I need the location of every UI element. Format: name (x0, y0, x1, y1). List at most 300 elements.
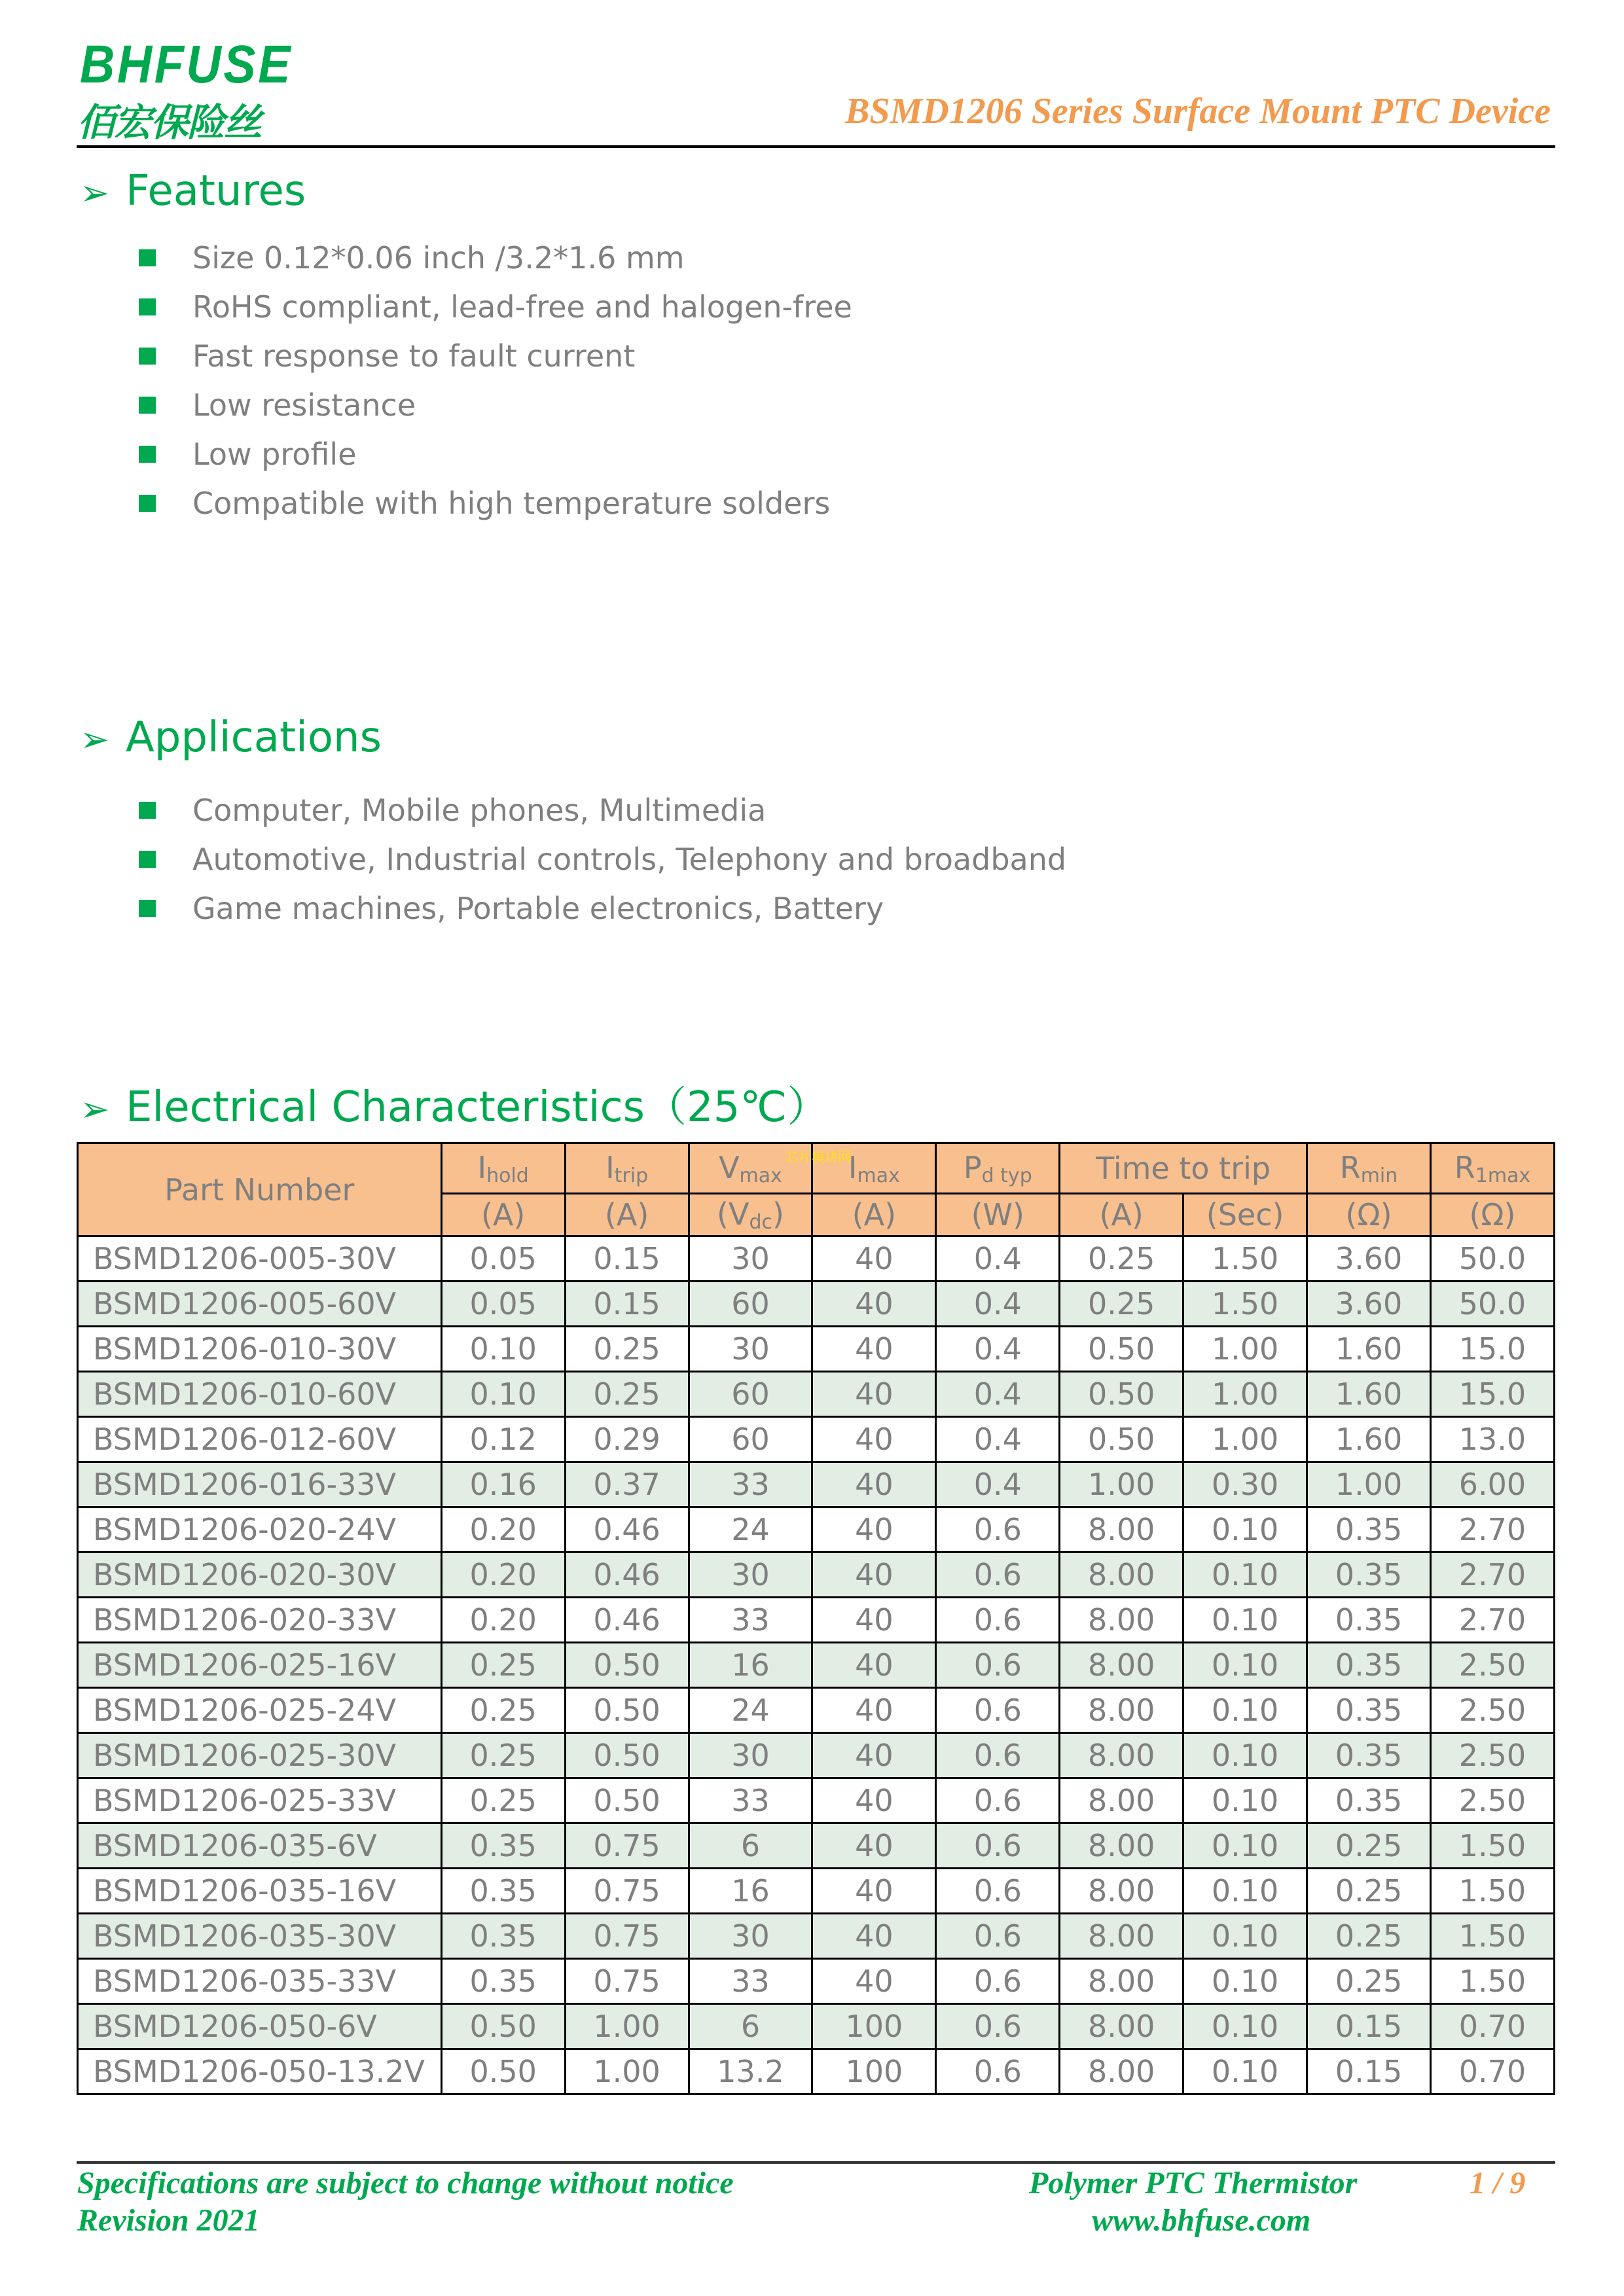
header-label: Time to trip (1096, 1151, 1271, 1186)
header-label: (A) (481, 1197, 526, 1232)
column-unit (936, 1194, 1060, 1236)
value-cell: 0.6 (936, 2049, 1060, 2094)
value-cell: 40 (812, 1417, 936, 1462)
electrical-characteristics-table (77, 1142, 1555, 2095)
value-cell: 0.35 (1307, 1688, 1431, 1733)
value-cell: 1.50 (1430, 1914, 1554, 1959)
header-subscript: hold (486, 1164, 529, 1187)
value-cell: 40 (812, 1778, 936, 1823)
footer-notice: Specifications are subject to change without notice (77, 2166, 734, 2200)
column-unit (1183, 1194, 1307, 1236)
column-header (1307, 1143, 1431, 1194)
value-cell: 30 (689, 1327, 812, 1372)
value-cell: 33 (689, 1598, 812, 1643)
features-heading-text: Features (126, 167, 306, 215)
part-number-cell: BSMD1206-012-60V (78, 1417, 442, 1462)
value-cell: 0.20 (441, 1598, 565, 1643)
value-cell: 0.35 (1307, 1507, 1431, 1552)
header-subscript: max (857, 1164, 900, 1187)
header-label: (Ω) (1469, 1197, 1516, 1232)
value-cell: 33 (689, 1959, 812, 2004)
value-cell: 0.75 (565, 1869, 689, 1914)
value-cell: 60 (689, 1417, 812, 1462)
value-cell: 0.50 (1060, 1372, 1183, 1417)
value-cell: 0.25 (1307, 1869, 1431, 1914)
header-label: P (963, 1149, 982, 1185)
value-cell: 0.30 (1183, 1462, 1307, 1507)
part-number-cell: BSMD1206-020-30V (78, 1552, 442, 1598)
logo-chinese: 佰宏保险丝 (77, 100, 261, 145)
value-cell: 2.50 (1430, 1688, 1554, 1733)
square-bullet-icon (139, 348, 156, 365)
value-cell: 1.00 (565, 2049, 689, 2094)
value-cell: 24 (689, 1688, 812, 1733)
value-cell: 0.10 (1183, 1869, 1307, 1914)
value-cell: 0.6 (936, 1688, 1060, 1733)
value-cell: 0.4 (936, 1282, 1060, 1327)
column-unit (1430, 1194, 1554, 1236)
column-header (441, 1143, 565, 1194)
value-cell: 0.50 (565, 1733, 689, 1778)
table-row (78, 1327, 1555, 1372)
value-cell: 0.75 (565, 1959, 689, 2004)
value-cell: 30 (689, 1914, 812, 1959)
header-label: (Sec) (1206, 1197, 1284, 1232)
value-cell: 0.4 (936, 1462, 1060, 1507)
column-header (1060, 1143, 1307, 1194)
value-cell: 1.50 (1183, 1236, 1307, 1282)
table-row (78, 1643, 1555, 1688)
value-cell: 0.16 (441, 1462, 565, 1507)
part-number-cell: BSMD1206-020-33V (78, 1598, 442, 1643)
list-item-text: Size 0.12*0.06 inch /3.2*1.6 mm (192, 240, 685, 276)
list-item (139, 785, 1066, 834)
value-cell: 0.10 (1183, 2049, 1307, 2094)
part-number-cell: BSMD1206-025-24V (78, 1688, 442, 1733)
value-cell: 2.50 (1430, 1643, 1554, 1688)
value-cell: 40 (812, 1869, 936, 1914)
value-cell: 2.70 (1430, 1598, 1554, 1643)
value-cell: 100 (812, 2049, 936, 2094)
value-cell: 30 (689, 1552, 812, 1598)
value-cell: 6 (689, 1823, 812, 1869)
value-cell: 0.10 (1183, 1598, 1307, 1643)
list-item-text: Automotive, Industrial controls, Telephony and broadband (192, 841, 1067, 877)
value-cell: 0.37 (565, 1462, 689, 1507)
value-cell: 2.50 (1430, 1778, 1554, 1823)
value-cell: 0.46 (565, 1507, 689, 1552)
list-item-text: Computer, Mobile phones, Multimedia (192, 792, 767, 828)
header-label: (A) (604, 1197, 649, 1232)
value-cell: 0.6 (936, 2004, 1060, 2049)
value-cell: 40 (812, 1327, 936, 1372)
value-cell: 0.25 (441, 1778, 565, 1823)
value-cell: 0.10 (441, 1327, 565, 1372)
value-cell: 0.6 (936, 1914, 1060, 1959)
value-cell: 0.25 (565, 1372, 689, 1417)
value-cell: 8.00 (1060, 1733, 1183, 1778)
part-number-cell: BSMD1206-035-6V (78, 1823, 442, 1869)
value-cell: 0.15 (1307, 2049, 1431, 2094)
column-unit (565, 1194, 689, 1236)
table-row (78, 1914, 1555, 1959)
value-cell: 30 (689, 1733, 812, 1778)
value-cell: 24 (689, 1507, 812, 1552)
value-cell: 33 (689, 1778, 812, 1823)
value-cell: 0.6 (936, 1598, 1060, 1643)
watermark: 芯片模块网 (785, 1149, 851, 1165)
value-cell: 0.50 (1060, 1327, 1183, 1372)
value-cell: 0.10 (1183, 1733, 1307, 1778)
value-cell: 40 (812, 1643, 936, 1688)
value-cell: 60 (689, 1282, 812, 1327)
applications-heading-text: Applications (126, 713, 382, 762)
header-label: R (1339, 1149, 1361, 1185)
applications-list (139, 785, 1066, 933)
value-cell: 15.0 (1430, 1372, 1554, 1417)
value-cell: 40 (812, 1552, 936, 1598)
arrow-bullet-icon: ➢ (80, 1088, 110, 1130)
list-item-text: Low resistance (192, 387, 416, 423)
list-item (139, 233, 852, 282)
value-cell: 1.60 (1307, 1417, 1431, 1462)
list-item-text: Compatible with high temperature solders (192, 485, 831, 521)
table-row (78, 1372, 1555, 1417)
value-cell: 0.25 (441, 1643, 565, 1688)
value-cell: 40 (812, 1733, 936, 1778)
value-cell: 1.00 (1060, 1462, 1183, 1507)
value-cell: 8.00 (1060, 2004, 1183, 2049)
part-number-cell: BSMD1206-005-60V (78, 1282, 442, 1327)
value-cell: 0.46 (565, 1598, 689, 1643)
header-divider (77, 145, 1555, 148)
value-cell: 8.00 (1060, 1643, 1183, 1688)
value-cell: 0.6 (936, 1869, 1060, 1914)
value-cell: 0.6 (936, 1643, 1060, 1688)
header-label: V (719, 1149, 740, 1185)
column-unit (1060, 1194, 1183, 1236)
table-row (78, 1823, 1555, 1869)
table-row (78, 1507, 1555, 1552)
value-cell: 0.35 (1307, 1733, 1431, 1778)
list-item-text: Low profile (192, 436, 357, 472)
value-cell: 16 (689, 1643, 812, 1688)
header-subscript: max (739, 1164, 782, 1187)
value-cell: 0.6 (936, 1733, 1060, 1778)
table-row (78, 1598, 1555, 1643)
value-cell: 13.0 (1430, 1417, 1554, 1462)
part-number-cell: BSMD1206-010-60V (78, 1372, 442, 1417)
value-cell: 0.70 (1430, 2004, 1554, 2049)
value-cell: 40 (812, 1823, 936, 1869)
column-header (1430, 1143, 1554, 1194)
value-cell: 0.70 (1430, 2049, 1554, 2094)
footer-product: Polymer PTC Thermistor (1029, 2166, 1358, 2200)
value-cell: 1.50 (1430, 1959, 1554, 2004)
value-cell: 0.25 (441, 1733, 565, 1778)
value-cell: 0.4 (936, 1372, 1060, 1417)
value-cell: 0.46 (565, 1552, 689, 1598)
value-cell: 40 (812, 1372, 936, 1417)
part-number-cell: BSMD1206-020-24V (78, 1507, 442, 1552)
value-cell: 0.15 (565, 1282, 689, 1327)
table-row (78, 1778, 1555, 1823)
value-cell: 0.05 (441, 1282, 565, 1327)
value-cell: 8.00 (1060, 2049, 1183, 2094)
square-bullet-icon (139, 446, 156, 463)
table-row (78, 1417, 1555, 1462)
list-item (139, 282, 852, 331)
value-cell: 8.00 (1060, 1869, 1183, 1914)
value-cell: 6.00 (1430, 1462, 1554, 1507)
value-cell: 0.4 (936, 1327, 1060, 1372)
value-cell: 0.05 (441, 1236, 565, 1282)
value-cell: 40 (812, 1688, 936, 1733)
square-bullet-icon (139, 851, 156, 868)
value-cell: 0.6 (936, 1823, 1060, 1869)
column-unit (689, 1194, 812, 1236)
value-cell: 0.10 (1183, 1507, 1307, 1552)
value-cell: 0.35 (1307, 1598, 1431, 1643)
value-cell: 0.35 (441, 1869, 565, 1914)
value-cell: 0.50 (565, 1688, 689, 1733)
value-cell: 0.50 (565, 1778, 689, 1823)
value-cell: 13.2 (689, 2049, 812, 2094)
value-cell: 6 (689, 2004, 812, 2049)
value-cell: 0.35 (441, 1823, 565, 1869)
square-bullet-icon (139, 298, 156, 315)
value-cell: 0.12 (441, 1417, 565, 1462)
column-unit (441, 1194, 565, 1236)
value-cell: 0.35 (1307, 1552, 1431, 1598)
value-cell: 40 (812, 1282, 936, 1327)
value-cell: 1.00 (565, 2004, 689, 2049)
part-number-cell: BSMD1206-025-30V (78, 1733, 442, 1778)
value-cell: 2.50 (1430, 1733, 1554, 1778)
header-label: R (1454, 1149, 1475, 1185)
part-number-cell: BSMD1206-050-13.2V (78, 2049, 442, 2094)
value-cell: 0.25 (1307, 1959, 1431, 2004)
value-cell: 0.35 (1307, 1643, 1431, 1688)
value-cell: 1.60 (1307, 1372, 1431, 1417)
value-cell: 0.6 (936, 1778, 1060, 1823)
value-cell: 0.15 (565, 1236, 689, 1282)
header-subscript: trip (614, 1164, 649, 1187)
list-item (139, 429, 852, 478)
table-row (78, 1236, 1555, 1282)
value-cell: 15.0 (1430, 1327, 1554, 1372)
value-cell: 3.60 (1307, 1282, 1431, 1327)
value-cell: 0.75 (565, 1823, 689, 1869)
features-heading (80, 167, 306, 215)
header-label: (Ω) (1345, 1197, 1392, 1232)
column-header (936, 1143, 1060, 1194)
value-cell: 50.0 (1430, 1236, 1554, 1282)
header-label: (A) (852, 1197, 897, 1232)
part-number-cell: BSMD1206-016-33V (78, 1462, 442, 1507)
table-row (78, 1733, 1555, 1778)
header-label: I (605, 1149, 615, 1185)
value-cell: 8.00 (1060, 1507, 1183, 1552)
header-subscript: dc (749, 1210, 772, 1234)
value-cell: 0.35 (1307, 1778, 1431, 1823)
value-cell: 0.10 (1183, 1552, 1307, 1598)
part-number-cell: BSMD1206-035-33V (78, 1959, 442, 2004)
header-label: (A) (1099, 1197, 1144, 1232)
value-cell: 40 (812, 1507, 936, 1552)
header-subscript: min (1360, 1164, 1398, 1187)
value-cell: 0.6 (936, 1959, 1060, 2004)
footer-divider (77, 2161, 1555, 2164)
header-label: I (848, 1149, 857, 1185)
value-cell: 1.00 (1183, 1327, 1307, 1372)
value-cell: 0.10 (1183, 1688, 1307, 1733)
column-header (565, 1143, 689, 1194)
value-cell: 0.50 (1060, 1417, 1183, 1462)
table-row (78, 1462, 1555, 1507)
value-cell: 100 (812, 2004, 936, 2049)
electrical-heading-text: Electrical Characteristics（25℃） (126, 1083, 829, 1132)
value-cell: 0.10 (1183, 1959, 1307, 2004)
value-cell: 0.15 (1307, 2004, 1431, 2049)
value-cell: 8.00 (1060, 1823, 1183, 1869)
square-bullet-icon (139, 802, 156, 819)
list-item-text: Fast response to fault current (192, 338, 636, 374)
page-number: 1 / 9 (1470, 2166, 1526, 2200)
value-cell: 8.00 (1060, 1914, 1183, 1959)
value-cell: 8.00 (1060, 1552, 1183, 1598)
footer-revision: Revision 2021 (77, 2203, 260, 2238)
square-bullet-icon (139, 495, 156, 512)
value-cell: 0.25 (1060, 1282, 1183, 1327)
square-bullet-icon (139, 249, 156, 266)
header-label: Part Number (164, 1172, 355, 1208)
header-label-end: ) (772, 1196, 784, 1232)
value-cell: 0.35 (441, 1914, 565, 1959)
header-label: (V (717, 1196, 749, 1232)
part-number-cell: BSMD1206-005-30V (78, 1236, 442, 1282)
value-cell: 1.50 (1183, 1282, 1307, 1327)
table-row (78, 2049, 1555, 2094)
column-unit (812, 1194, 936, 1236)
part-number-cell: BSMD1206-035-16V (78, 1869, 442, 1914)
value-cell: 0.10 (1183, 2004, 1307, 2049)
table-row (78, 1552, 1555, 1598)
value-cell: 40 (812, 1236, 936, 1282)
table-row (78, 1959, 1555, 2004)
value-cell: 8.00 (1060, 1959, 1183, 2004)
part-number-cell: BSMD1206-050-6V (78, 2004, 442, 2049)
table-row (78, 1282, 1555, 1327)
list-item (139, 834, 1066, 884)
list-item (139, 380, 852, 429)
document-title: BSMD1206 Series Surface Mount PTC Device (845, 91, 1551, 132)
value-cell: 33 (689, 1462, 812, 1507)
value-cell: 0.35 (441, 1959, 565, 2004)
value-cell: 0.50 (565, 1643, 689, 1688)
value-cell: 8.00 (1060, 1688, 1183, 1733)
value-cell: 40 (812, 1959, 936, 2004)
header-label: I (477, 1149, 487, 1185)
column-unit (1307, 1194, 1431, 1236)
value-cell: 0.20 (441, 1507, 565, 1552)
header-label: (W) (971, 1197, 1024, 1232)
value-cell: 50.0 (1430, 1282, 1554, 1327)
value-cell: 40 (812, 1598, 936, 1643)
value-cell: 8.00 (1060, 1778, 1183, 1823)
list-item-text: Game machines, Portable electronics, Battery (192, 890, 884, 926)
list-item-text: RoHS compliant, lead-free and halogen-free (192, 289, 852, 325)
value-cell: 0.10 (1183, 1643, 1307, 1688)
part-number-cell: BSMD1206-025-33V (78, 1778, 442, 1823)
value-cell: 30 (689, 1236, 812, 1282)
value-cell: 8.00 (1060, 1598, 1183, 1643)
value-cell: 0.25 (441, 1688, 565, 1733)
header-subscript: 1max (1475, 1164, 1531, 1187)
value-cell: 0.20 (441, 1552, 565, 1598)
table-row (78, 2004, 1555, 2049)
header-subscript: d typ (981, 1164, 1032, 1187)
table-row (78, 1869, 1555, 1914)
logo-text: BHFUSE (80, 35, 293, 94)
list-item (139, 478, 852, 528)
features-list (139, 233, 852, 528)
part-number-cell: BSMD1206-025-16V (78, 1643, 442, 1688)
value-cell: 60 (689, 1372, 812, 1417)
value-cell: 1.00 (1183, 1417, 1307, 1462)
value-cell: 0.10 (1183, 1778, 1307, 1823)
electrical-heading (80, 1073, 829, 1134)
table-row (78, 1688, 1555, 1733)
value-cell: 0.10 (441, 1372, 565, 1417)
value-cell: 16 (689, 1869, 812, 1914)
value-cell: 0.10 (1183, 1914, 1307, 1959)
value-cell: 0.50 (441, 2004, 565, 2049)
value-cell: 0.6 (936, 1552, 1060, 1598)
applications-heading (80, 713, 382, 762)
arrow-bullet-icon: ➢ (80, 719, 110, 760)
arrow-bullet-icon: ➢ (80, 172, 110, 213)
list-item (139, 884, 1066, 933)
footer-website: www.bhfuse.com (1092, 2203, 1311, 2238)
value-cell: 0.25 (1060, 1236, 1183, 1282)
value-cell: 0.50 (441, 2049, 565, 2094)
column-header (78, 1143, 442, 1236)
value-cell: 0.10 (1183, 1823, 1307, 1869)
value-cell: 0.29 (565, 1417, 689, 1462)
square-bullet-icon (139, 900, 156, 917)
value-cell: 2.70 (1430, 1552, 1554, 1598)
value-cell: 0.6 (936, 1507, 1060, 1552)
part-number-cell: BSMD1206-035-30V (78, 1914, 442, 1959)
value-cell: 40 (812, 1462, 936, 1507)
value-cell: 0.4 (936, 1236, 1060, 1282)
value-cell: 0.25 (1307, 1914, 1431, 1959)
value-cell: 0.25 (1307, 1823, 1431, 1869)
list-item (139, 331, 852, 380)
value-cell: 0.4 (936, 1417, 1060, 1462)
value-cell: 1.00 (1307, 1462, 1431, 1507)
value-cell: 1.60 (1307, 1327, 1431, 1372)
value-cell: 1.50 (1430, 1823, 1554, 1869)
value-cell: 3.60 (1307, 1236, 1431, 1282)
value-cell: 40 (812, 1914, 936, 1959)
value-cell: 2.70 (1430, 1507, 1554, 1552)
value-cell: 1.00 (1183, 1372, 1307, 1417)
value-cell: 1.50 (1430, 1869, 1554, 1914)
value-cell: 0.75 (565, 1914, 689, 1959)
square-bullet-icon (139, 397, 156, 414)
